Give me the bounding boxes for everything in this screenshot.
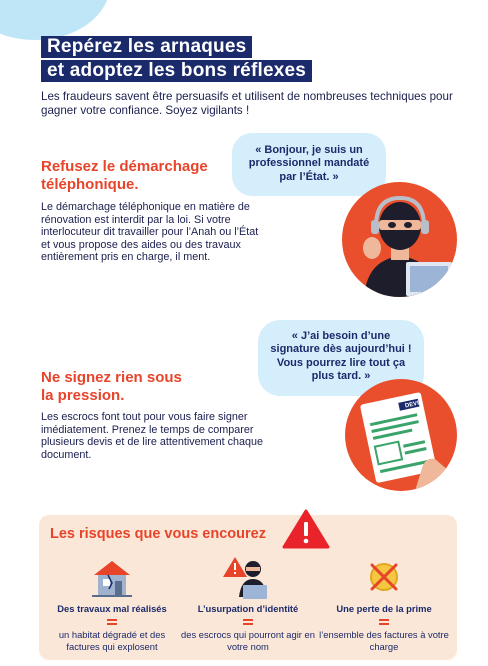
quote-signature-text: « J’ai besoin d’une signature dès aujourd’hui ! Vous pourrez lire tout ça plus tard. » [270, 330, 412, 383]
page-title [41, 36, 312, 84]
equals-sign [107, 619, 117, 625]
contract-illustration [345, 379, 457, 491]
risk-1-text: un habitat dégradé et des factures qui explosent [58, 629, 166, 652]
risk-3-text: l’ensemble des factures à votre charge [319, 629, 449, 652]
section1-heading-line1: Refusez le démarchage [41, 158, 208, 175]
scammer-icon [342, 182, 457, 297]
warning-icon [282, 509, 330, 549]
crossed-coin-icon [362, 555, 406, 599]
section1-heading [41, 158, 208, 194]
title-line-2: et adoptez les bons réflexes [41, 60, 312, 82]
risks-panel [39, 515, 457, 660]
intro-text: Les fraudeurs savent être persuasifs et utilisent de nombreuses techniques pour gagner votre confiance. Soyez vigilants ! [41, 90, 453, 117]
section2-heading-line1: Ne signez rien sous [41, 369, 182, 386]
section1-heading-line2: téléphonique. [41, 176, 139, 193]
contract-icon [345, 379, 457, 491]
risk-item-1 [43, 555, 181, 652]
risks-title: Les risques que vous encourez [50, 526, 266, 542]
title-line-1: Repérez les arnaques [41, 36, 252, 58]
risk-item-3 [315, 555, 453, 652]
decorative-blob [0, 0, 110, 40]
equals-sign [243, 619, 253, 625]
devis-label: DEVIS [404, 399, 424, 410]
scammer-phone-illustration [342, 182, 457, 297]
damaged-house-icon [90, 555, 134, 599]
risk-item-2 [179, 555, 317, 652]
risk-3-heading: Une perte de la prime [336, 603, 432, 614]
identity-thief-icon [223, 555, 273, 599]
section2-heading-line2: la pression. [41, 387, 125, 404]
quote-bubble-phone [232, 133, 386, 196]
risk-1-heading: Des travaux mal réalisés [57, 603, 167, 614]
equals-sign [379, 619, 389, 625]
risk-2-heading: L’usurpation d’identité [197, 603, 299, 614]
section1-body: Le démarchage téléphonique en matière de rénovation est interdit par la loi. Si votre interlocuteur dit travailler pour l’Anah ou l’État et vous propose des aides ou des travaux entièrement pris en charge, il ment. [41, 201, 259, 264]
section2-heading [41, 369, 182, 405]
section2-body: Les escrocs font tout pour vous faire signer imédiatement. Prenez le temps de comparer plusieurs devis et de lire attentivement chaque document. [41, 411, 264, 461]
quote-phone-text: « Bonjour, je suis un professionnel mandaté par l’État. » [248, 144, 370, 183]
risk-2-text: des escrocs qui pourront agir en votre nom [181, 629, 315, 652]
